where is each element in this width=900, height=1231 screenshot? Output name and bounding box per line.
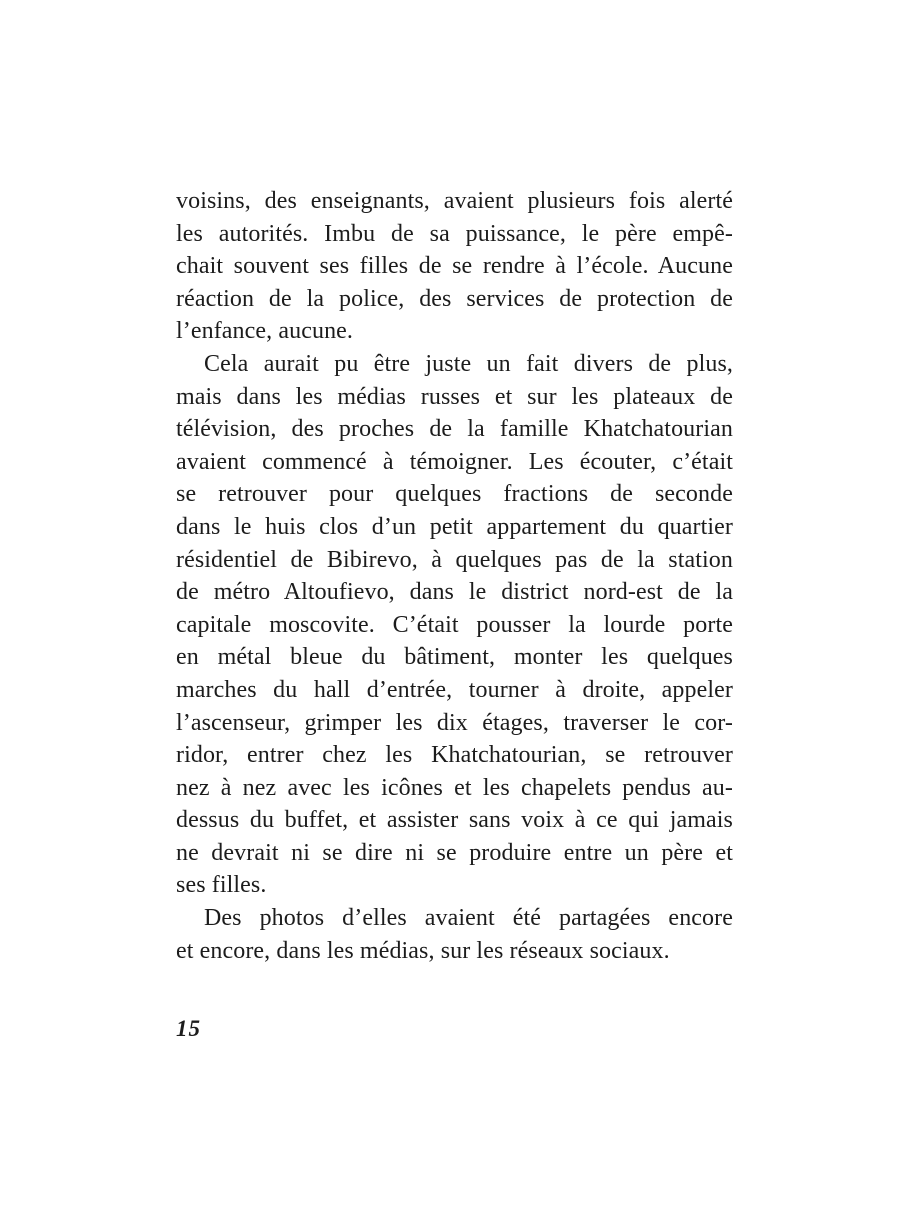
text-line: mais dans les médias russes et sur les plateaux de [176, 383, 733, 410]
text-line: en métal bleue du bâtiment, monter les quelques [176, 644, 733, 671]
text-line: réaction de la police, des services de protection de [176, 285, 733, 312]
text-line: télévision, des proches de la famille Khatchatourian [176, 416, 733, 443]
text-line: les autorités. Imbu de sa puissance, le père empê- [176, 220, 733, 247]
text-line: résidentiel de Bibirevo, à quelques pas de la station [176, 546, 733, 573]
text-line: capitale moscovite. C’était pousser la lourde porte [176, 611, 733, 638]
text-line: Des photos d’elles avaient été partagées encore [204, 905, 733, 932]
page-number: 15 [176, 1016, 201, 1041]
text-line: dans le huis clos d’un petit appartement du quartier [176, 513, 733, 540]
text-line: chait souvent ses filles de se rendre à l’école. Aucune [176, 253, 733, 280]
text-line: et encore, dans les médias, sur les réseaux sociaux. [176, 937, 670, 964]
text-line: l’ascenseur, grimper les dix étages, traverser le cor- [176, 709, 733, 736]
text-line: se retrouver pour quelques fractions de seconde [176, 481, 733, 508]
text-line: ses filles. [176, 872, 267, 899]
text-line: Cela aurait pu être juste un fait divers de plus, [204, 350, 733, 377]
text-line: nez à nez avec les icônes et les chapelets pendus au- [176, 774, 733, 801]
text-line: l’enfance, aucune. [176, 318, 354, 345]
text-line: ridor, entrer chez les Khatchatourian, se retrouver [176, 742, 733, 769]
text-line: ne devrait ni se dire ni se produire entre un père et [176, 839, 733, 866]
text-line: marches du hall d’entrée, tourner à droite, appeler [176, 676, 733, 703]
text-line: voisins, des enseignants, avaient plusieurs fois alerté [176, 188, 733, 214]
page-text-block [176, 185, 733, 967]
text-line: de métro Altoufievo, dans le district nord-est de la [176, 579, 733, 606]
text-line: dessus du buffet, et assister sans voix à ce qui jamais [176, 807, 733, 834]
text-line: avaient commencé à témoigner. Les écouter, c’était [176, 448, 733, 475]
